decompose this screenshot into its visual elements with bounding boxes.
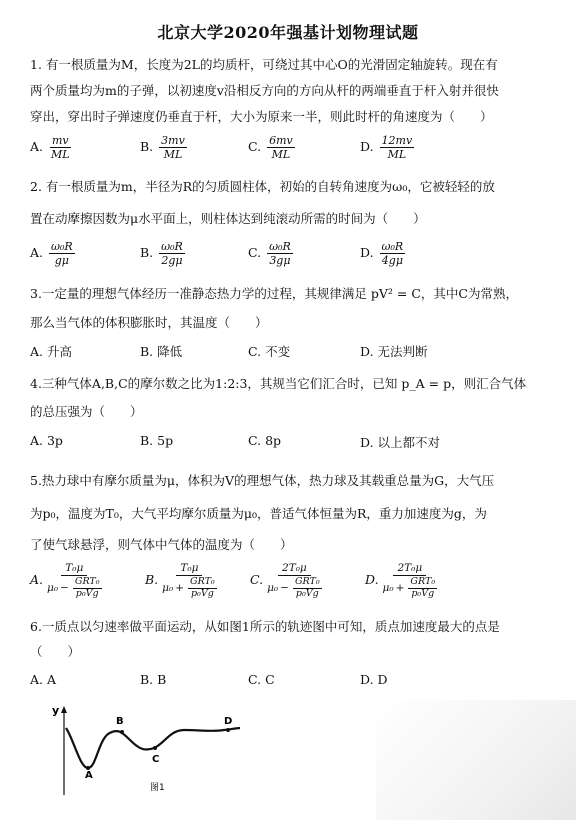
q3-options: [30, 342, 550, 362]
q6-option-b[interactable]: B. B: [140, 672, 167, 687]
y-axis-arrow: [61, 706, 67, 713]
q4-line2: 的总压强为（ ）: [30, 404, 143, 419]
q5-option-b[interactable]: B. T₀μ μ₀ + GRT₀ p₀Vg: [145, 562, 215, 599]
q5-option-a[interactable]: A. T₀μ μ₀ − GRT₀ p₀Vg: [30, 562, 100, 599]
page-fold-shadow: [376, 700, 576, 820]
q2-option-b[interactable]: B. $\frac{\text{ω₀R}}{2g\mu}$: [140, 240, 183, 267]
page-title: 北京大学2020年强基计划物理试题: [157, 23, 419, 42]
q6-line1: 6.一质点以匀速率做平面运动，从如图1所示的轨迹图中可知，质点加速度最大的点是: [30, 619, 500, 634]
q6-option-a[interactable]: A. A: [30, 672, 57, 687]
q1-option-b-fraction: $\frac{3mv}{ML}$: [161, 134, 185, 161]
trajectory-figure: [52, 700, 262, 800]
q5-line1: 5.热力球中有摩尔质量为μ，体积为V的理想气体，热力球及其载重总量为G，大气压: [30, 473, 495, 488]
q1-option-a[interactable]: A. $\frac{mv}{ML}$: [30, 134, 70, 161]
q3-option-a[interactable]: A. 升高: [30, 344, 72, 359]
point-d-marker: [226, 728, 230, 732]
q6-option-c[interactable]: C. C: [248, 672, 275, 687]
q5-line2: 为p₀，温度为T₀，大气平均摩尔质量为μ₀，普适气体恒量为R，重力加速度为g，为: [30, 506, 487, 521]
q2-option-b-fraction: $\frac{\text{ω₀R}}{2g\mu}$: [161, 240, 183, 267]
q5-option-d[interactable]: D. 2T₀μ μ₀ + GRT₀ p₀Vg: [365, 562, 436, 599]
q2-line2: 置在动摩擦因数为μ水平面上，则柱体达到纯滚动所需的时间为（ ）: [30, 211, 426, 226]
q1-option-d[interactable]: D. $\frac{12mv}{ML}$: [360, 134, 413, 161]
q4-option-b[interactable]: B. 5p: [140, 433, 174, 448]
q2-line1: 2. 有一根质量为m，半径为R的匀质圆柱体，初始的自转角速度为ω₀，它被轻轻的放: [30, 179, 495, 194]
q3-line2: 那么当气体的体积膨胀时，其温度（ ）: [30, 315, 268, 330]
q4-options: [30, 433, 550, 453]
q3-option-c[interactable]: C. 不变: [248, 344, 291, 359]
q3-option-d[interactable]: D. 无法判断: [360, 344, 428, 359]
q5-line3: 了使气球悬浮，则气体中气体的温度为（ ）: [30, 537, 293, 552]
q4-option-c[interactable]: C. 8p: [248, 433, 282, 448]
figure-caption: 图1: [150, 783, 165, 793]
q5-option-c-fraction: 2T₀μ μ₀ − GRT₀ p₀Vg: [267, 562, 320, 599]
q6-option-d[interactable]: D. D: [360, 672, 388, 687]
q4-option-a[interactable]: A. 3p: [30, 433, 63, 448]
point-a-label: A: [85, 770, 93, 781]
q2-option-d-fraction: $\frac{\text{ω₀R}}{4g\mu}$: [381, 240, 404, 267]
point-c-label: C: [152, 754, 160, 765]
q1-option-c-fraction: $\frac{6mv}{ML}$: [269, 134, 293, 161]
q2-option-a-fraction: $\frac{\text{ω₀R}}{g\mu}$: [51, 240, 73, 267]
q1-option-b[interactable]: B. $\frac{3mv}{ML}$: [140, 134, 185, 161]
q1-option-a-fraction: $\frac{mv}{ML}$: [51, 134, 70, 161]
q5-option-a-fraction: T₀μ μ₀ − GRT₀ p₀Vg: [47, 562, 100, 599]
q1-line3: 穿出，穿出时子弹速度仍垂直于杆，大小为原来一半，则此时杆的角速度为（ ）: [30, 109, 493, 124]
point-b-label: B: [116, 716, 124, 727]
q5-option-c[interactable]: C. 2T₀μ μ₀ − GRT₀ p₀Vg: [250, 562, 320, 599]
q1-line1: 1. 有一根质量为M，长度为2L的均质杆，可绕过其中心O的光滑固定轴旋转。现在有: [30, 57, 498, 72]
q2-options: [30, 240, 550, 272]
q6-options: [30, 672, 550, 692]
q2-option-d[interactable]: D. $\frac{\text{ω₀R}}{4g\mu}$: [360, 240, 404, 267]
q2-option-c-fraction: $\frac{\text{ω₀R}}{3g\mu}$: [269, 240, 291, 267]
q3-option-b[interactable]: B. 降低: [140, 344, 183, 359]
q2-option-c[interactable]: C. $\frac{\text{ω₀R}}{3g\mu}$: [248, 240, 291, 267]
y-axis-label: y: [52, 704, 60, 717]
q3-line1: 3.一定量的理想气体经历一准静态热力学的过程，其规律满足 pV² = C，其中C为常熟，: [30, 286, 518, 301]
q1-option-c[interactable]: C. $\frac{6mv}{ML}$: [248, 134, 293, 161]
point-d-label: D: [224, 716, 233, 727]
q4-line1: 4.三种气体A,B,C的摩尔数之比为1:2:3，其规当它们汇合时，已知 p_A = p，则汇合气体: [30, 376, 527, 391]
point-c-marker: [153, 746, 157, 750]
q6-line2: （ ）: [30, 644, 81, 659]
q5-option-d-fraction: 2T₀μ μ₀ + GRT₀ p₀Vg: [382, 562, 436, 599]
q4-option-d[interactable]: D. 以上都不对: [360, 435, 441, 450]
q1-options: [30, 134, 550, 166]
q5-option-b-fraction: T₀μ μ₀ + GRT₀ p₀Vg: [162, 562, 215, 599]
q2-option-a[interactable]: A. $\frac{\text{ω₀R}}{g\mu}$: [30, 240, 73, 267]
q5-options: [30, 562, 550, 612]
point-b-marker: [120, 730, 124, 734]
q1-option-d-fraction: $\frac{12mv}{ML}$: [381, 134, 413, 161]
q1-line2: 两个质量均为m的子弹，以初速度v沿相反方向的方向从杆的两端垂直于杆入射并很快: [30, 83, 499, 98]
